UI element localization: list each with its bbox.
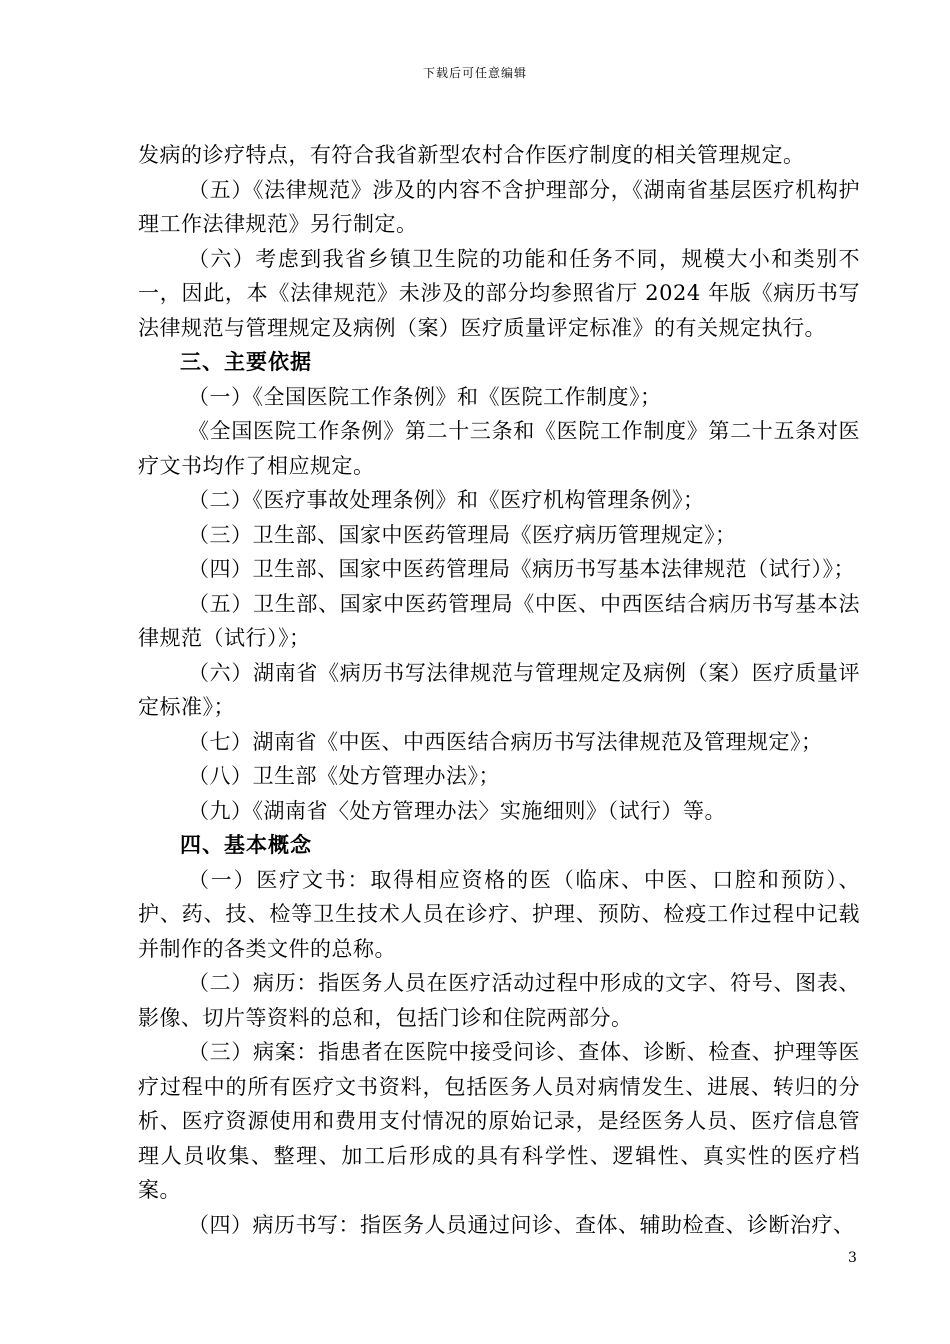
paragraph: （九）《湖南省〈处方管理办法〉实施细则》（试行）等。 — [188, 798, 726, 823]
paragraph: （三）卫生部、国家中医药管理局《医疗病历管理规定》； — [188, 522, 737, 547]
paragraph: （一）医疗文书：取得相应资格的医（临床、中医、口腔和预防）、护、药、技、检等卫生技术人员在诊疗、护理、预防、检疫工作过程中记载并制作的各类文件的总称。 — [138, 867, 860, 961]
paragraph: （一）《全国医院工作条例》和《医院工作制度》； — [188, 384, 662, 409]
section-heading: 四、基本概念 — [180, 833, 312, 857]
paragraph: （二）《医疗事故处理条例》和《医疗机构管理条例》； — [188, 488, 705, 512]
paragraph: （二）病历：指医务人员在医疗活动过程中形成的文字、符号、图表、影像、切片等资料的总和，包括门诊和住院两部分。 — [138, 971, 860, 1030]
paragraph: （五）卫生部、国家中医药管理局《中医、中西医结合病历书写基本法律规范（试行）》； — [138, 591, 860, 650]
paragraph: （七）湖南省《中医、中西医结合病历书写法律规范及管理规定》； — [188, 729, 823, 754]
paragraph: （六）考虑到我省乡镇卫生院的功能和任务不同，规模大小和类别不一，因此，本《法律规范》未涉及的部分均参照省厅 2024 年版《病历书写法律规范与管理规定及病例（案）医疗质量评定标准》的有关规定执行。 — [138, 246, 860, 340]
paragraph: （八）卫生部《处方管理办法》； — [188, 764, 500, 788]
paragraph: （五）《法律规范》涉及的内容不含护理部分，《湖南省基层医疗机构护理工作法律规范》另行制定。 — [138, 177, 860, 236]
paragraph: （六）湖南省《病历书写法律规范与管理规定及病例（案）医疗质量评定标准》； — [138, 660, 860, 719]
page-number: 3 — [848, 1250, 857, 1266]
paragraph: 《全国医院工作条例》第二十三条和《医院工作制度》第二十五条对医疗文书均作了相应规定。 — [138, 419, 860, 478]
page-header: 下载后可任意编辑 — [422, 66, 527, 80]
paragraph: （三）病案：指患者在医院中接受问诊、查体、诊断、检查、护理等医疗过程中的所有医疗文书资料，包括医务人员对病情发生、进展、转归的分析、医疗资源使用和费用支付情况的原始记录，是经医务人员、医疗信息管理人员收集、整理、加工后形成的具有科学性、逻辑性、真实性的医疗档案。 — [138, 1040, 860, 1202]
paragraph: 发病的诊疗特点，有符合我省新型农村合作医疗制度的相关管理规定。 — [138, 143, 805, 167]
paragraph: （四）病历书写：指医务人员通过问诊、查体、辅助检查、诊断治疗、 — [188, 1212, 855, 1237]
section-heading: 三、主要依据 — [180, 350, 312, 374]
paragraph: （四）卫生部、国家中医药管理局《病历书写基本法律规范（试行）》； — [188, 557, 855, 581]
document-body — [138, 138, 860, 1242]
